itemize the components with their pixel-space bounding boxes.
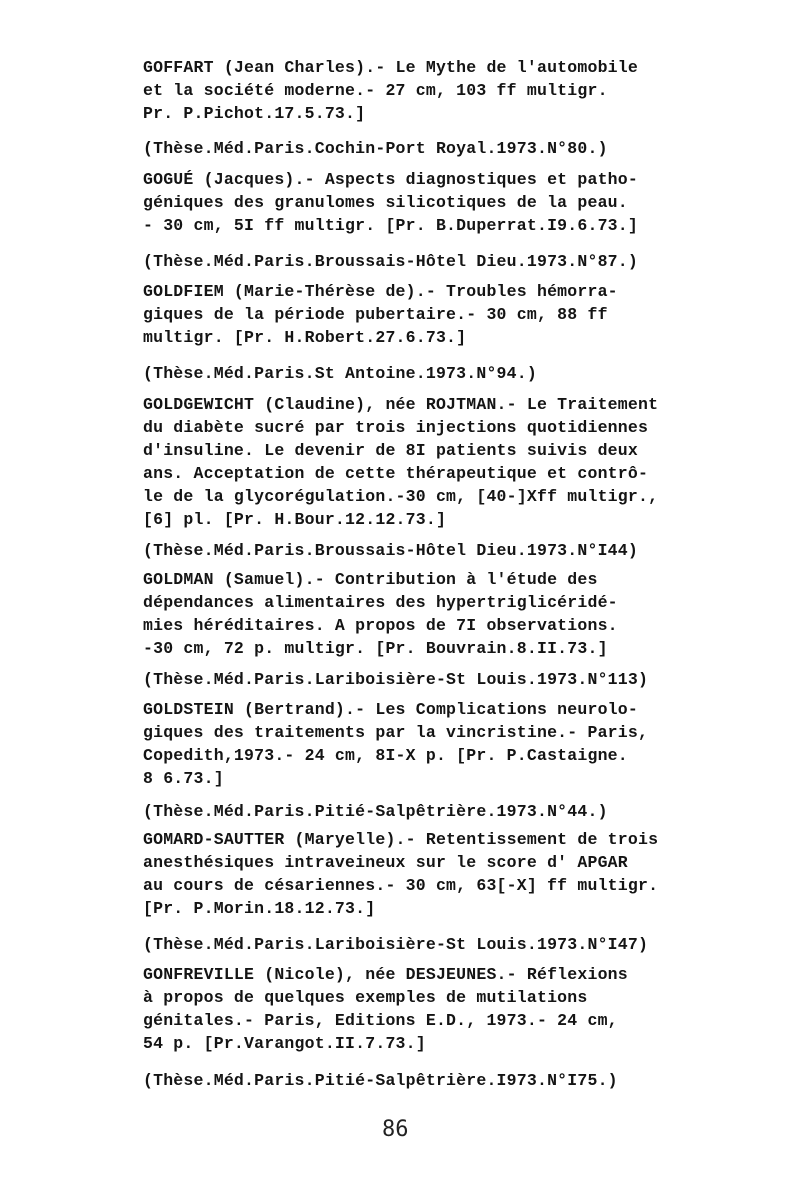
entry-line: - 30 cm, 5I ff multigr. [Pr. B.Duperrat.I9.6.73.]: [143, 216, 638, 235]
entry-line: d'insuline. Le devenir de 8I patients suivis deux: [143, 441, 638, 460]
entry-line: Copedith,1973.- 24 cm, 8I-X p. [Pr. P.Castaigne.: [143, 746, 628, 765]
entry-line: Pr. P.Pichot.17.5.73.]: [143, 104, 366, 123]
entry-line: dépendances alimentaires des hypertriglicéridé-: [143, 593, 618, 612]
entry-line: multigr. [Pr. H.Robert.27.6.73.]: [143, 328, 467, 347]
bibliographic-entry: [143, 168, 703, 237]
bibliographic-entry: [143, 393, 703, 531]
entry-line: GOLDGEWICHT (Claudine), née ROJTMAN.- Le Traitement: [143, 395, 659, 414]
thesis-note: (Thèse.Méd.Paris.Lariboisière-St Louis.1973.N°113): [143, 670, 649, 689]
entry-line: à propos de quelques exemples de mutilations: [143, 988, 588, 1007]
entry-line: anesthésiques intraveineux sur le score d' APGAR: [143, 853, 628, 872]
entry-line: au cours de césariennes.- 30 cm, 63[-X] ff multigr.: [143, 876, 659, 895]
bibliographic-entry: [143, 963, 703, 1055]
bibliographic-entry: [143, 828, 703, 920]
entry-line: 8 6.73.]: [143, 769, 224, 788]
thesis-note: (Thèse.Méd.Paris.Pitié-Salpêtrière.I973.N°I75.): [143, 1071, 618, 1090]
thesis-note: (Thèse.Méd.Paris.St Antoine.1973.N°94.): [143, 364, 537, 383]
entry-line: GONFREVILLE (Nicole), née DESJEUNES.- Réflexions: [143, 965, 628, 984]
entry-line: GOGUÉ (Jacques).- Aspects diagnostiques et patho-: [143, 170, 638, 189]
entry-line: GOLDSTEIN (Bertrand).- Les Complications neurolo-: [143, 700, 638, 719]
bibliographic-entry: [143, 56, 703, 125]
page-number: 86: [382, 1117, 409, 1142]
entry-line: -30 cm, 72 p. multigr. [Pr. Bouvrain.8.II.73.]: [143, 639, 608, 658]
entry-line: 54 p. [Pr.Varangot.II.7.73.]: [143, 1034, 426, 1053]
entry-line: mies héréditaires. A propos de 7I observations.: [143, 616, 618, 635]
bibliographic-entry: [143, 280, 703, 349]
entry-line: ans. Acceptation de cette thérapeutique et contrô-: [143, 464, 649, 483]
entry-line: du diabète sucré par trois injections quotidiennes: [143, 418, 649, 437]
entry-line: giques de la période pubertaire.- 30 cm, 88 ff: [143, 305, 608, 324]
entry-line: giques des traitements par la vincristine.- Paris,: [143, 723, 649, 742]
entry-line: et la société moderne.- 27 cm, 103 ff multigr.: [143, 81, 608, 100]
entry-line: GOLDMAN (Samuel).- Contribution à l'étude des: [143, 570, 598, 589]
bibliographic-entry: [143, 568, 703, 660]
bibliographic-entry: [143, 698, 703, 790]
entry-line: GOMARD-SAUTTER (Maryelle).- Retentissement de trois: [143, 830, 659, 849]
entry-line: [Pr. P.Morin.18.12.73.]: [143, 899, 376, 918]
thesis-note: (Thèse.Méd.Paris.Lariboisière-St Louis.1973.N°I47): [143, 935, 649, 954]
thesis-note: (Thèse.Méd.Paris.Pitié-Salpêtrière.1973.N°44.): [143, 802, 608, 821]
entry-line: [6] pl. [Pr. H.Bour.12.12.73.]: [143, 510, 447, 529]
thesis-note: (Thèse.Méd.Paris.Broussais-Hôtel Dieu.1973.N°87.): [143, 252, 638, 271]
entry-line: GOLDFIEM (Marie-Thérèse de).- Troubles hémorra-: [143, 282, 618, 301]
thesis-note: (Thèse.Méd.Paris.Broussais-Hôtel Dieu.1973.N°I44): [143, 541, 638, 560]
entry-line: géniques des granulomes silicotiques de la peau.: [143, 193, 628, 212]
entry-line: GOFFART (Jean Charles).- Le Mythe de l'automobile: [143, 58, 638, 77]
entry-line: génitales.- Paris, Editions E.D., 1973.- 24 cm,: [143, 1011, 618, 1030]
thesis-note: (Thèse.Méd.Paris.Cochin-Port Royal.1973.N°80.): [143, 139, 608, 158]
entry-line: le de la glycorégulation.-30 cm, [40-]Xff multigr.,: [143, 487, 659, 506]
